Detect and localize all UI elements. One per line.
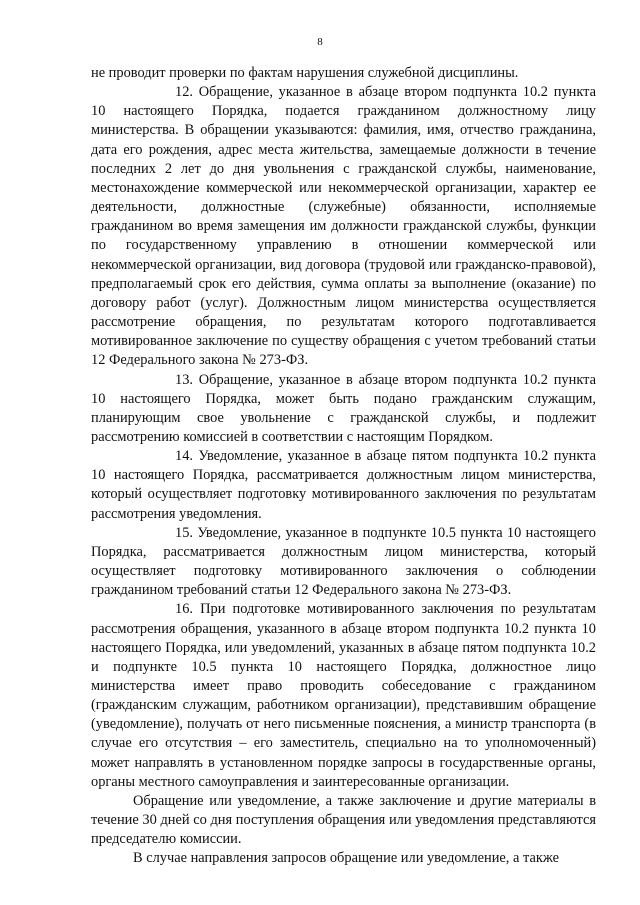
paragraph-text: Обращение или уведомление, а также заключение и другие материалы в течение 30 дней со дня поступления обращения или уведомления представляются председателю комиссии.	[91, 792, 596, 848]
paragraph-text: Обращение, указанное в абзаце втором подпункта 10.2 пункта 10 настоящего Порядка, подается гражданином должностному лицу министерства. В обращении указываются: фамилия, имя, отчество гражданина, дата его рождения, адрес места жительства, замещаемые должности в течение последних 2 лет до дня увольнения с гражданской службы, наименование, местонахождение коммерческой или некоммерческой организации, характер ее деятельности, должностные (служебные) обязанности, исполняемые гражданином во время замещения им должности гражданской службы, функции по государственному управлению в отношении коммерческой или некоммерческой организации, вид договора (трудовой или гражданско-правовой), предполагаемый срок его действия, сумма оплаты за выполнение (оказание) по договору работ (услуг). Должностным лицом министерства осуществляется рассмотрение обращения, по результатам которого подготавливается мотивированное заключение по существу обращения с учетом требований статьи 12 Федерального закона № 273-ФЗ.	[91, 84, 596, 369]
paragraph-requests	[91, 849, 596, 868]
paragraph-number: 15.	[175, 524, 193, 541]
paragraph-submission	[91, 792, 596, 849]
paragraph-number: 13.	[175, 371, 193, 388]
paragraph-number: 16.	[175, 601, 193, 618]
paragraph-number: 14.	[175, 448, 193, 465]
paragraph-15	[91, 524, 596, 601]
paragraph-text: Обращение, указанное в абзаце втором подпункта 10.2 пункта 10 настоящего Порядка, может быть подано гражданским служащим, планирующим свое увольнение с гражданской службы, и подлежит рассмотрению комиссией в соответствии с настоящим Порядком.	[91, 371, 596, 445]
page-number: 8	[317, 36, 323, 48]
paragraph-number: 12.	[175, 84, 193, 101]
paragraph-13	[91, 371, 596, 448]
paragraph-text: Уведомление, указанное в абзаце пятом подпункта 10.2 пункта 10 настоящего Порядка, рассматривается должностным лицом министерства, который осуществляет подготовку мотивированного заключения по результатам рассмотрения уведомления.	[91, 448, 596, 522]
paragraph-16	[91, 600, 596, 792]
paragraph-text: При подготовке мотивированного заключения по результатам рассмотрения обращения, указанного в абзаце втором подпункта 10.2 пункта 10 настоящего Порядка, или уведомлений, указанных в абзаце пятом подпункта 10.2 и подпункте 10.5 пункта 10 настоящего Порядка, должностное лицо министерства имеет право проводить собеседование с гражданином (гражданским служащим, работником организации), представившим обращение (уведомление), получать от него письменные пояснения, а министр транспорта (в случае его отсутствия – его заместитель, специально на то уполномоченный) может направлять в установленном порядке запросы в государственные органы, органы местного самоуправления и заинтересованные организации.	[91, 601, 596, 790]
paragraph-text: Уведомление, указанное в подпункте 10.5 пункта 10 настоящего Порядка, рассматривается должностным лицом министерства, который осуществляет подготовку мотивированного заключения о соблюдении гражданином требований статьи 12 Федерального закона № 273-ФЗ.	[91, 524, 596, 599]
paragraph-12	[91, 83, 596, 370]
paragraph-continuation	[91, 64, 596, 83]
paragraph-text: В случае направления запросов обращение или уведомление, а также	[133, 850, 559, 867]
paragraph-text: не проводит проверки по фактам нарушения служебной дисциплины.	[91, 65, 519, 81]
paragraph-14	[91, 447, 596, 524]
document-body	[91, 64, 596, 869]
